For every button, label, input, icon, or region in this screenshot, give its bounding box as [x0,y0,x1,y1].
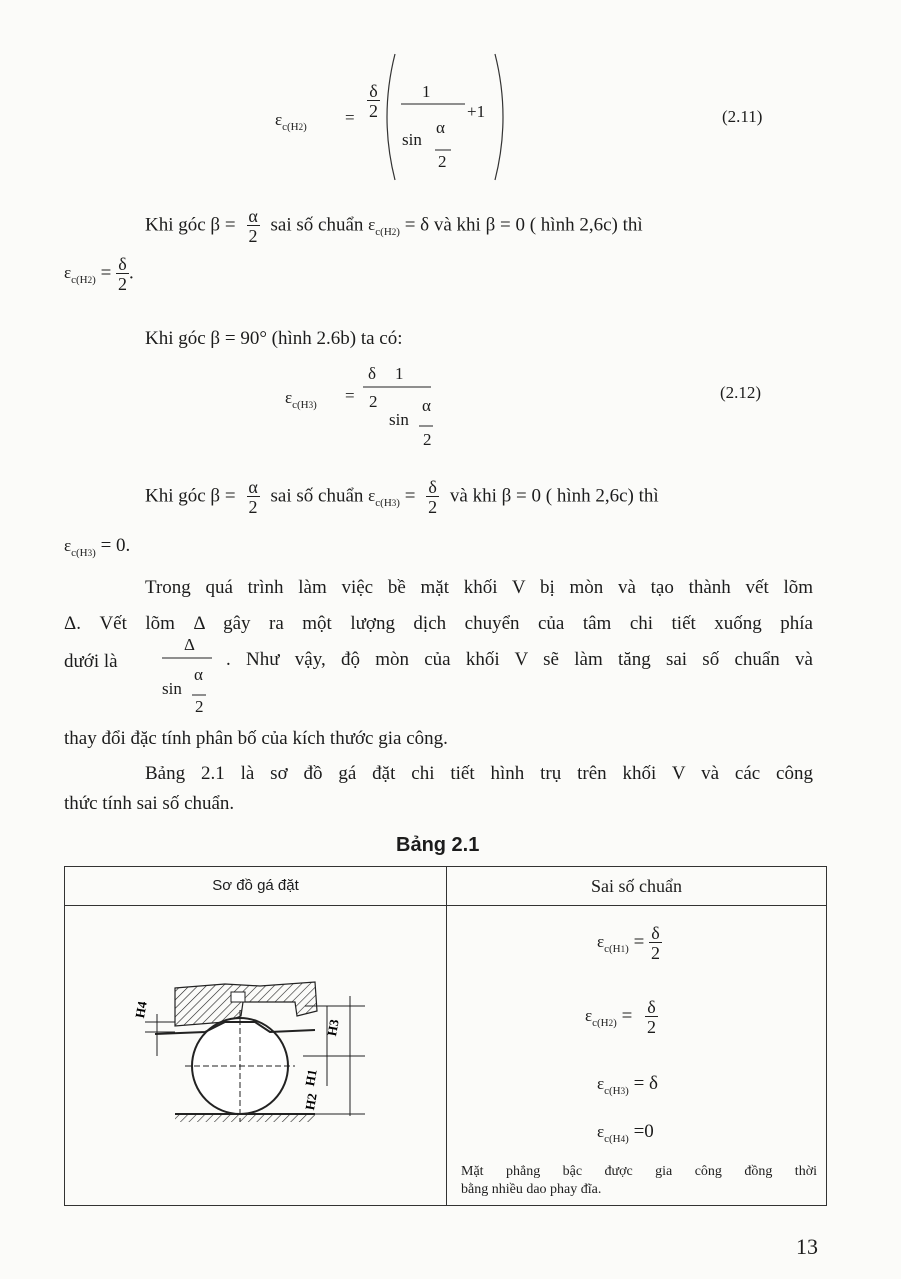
page-number: 13 [796,1234,818,1259]
para2-line2: thức tính sai số chuẩn. [64,793,235,814]
formula-h2: $\varepsilon_{c(H2)}$ = $\frac{\delta}{2}$ [585,997,657,1037]
line-khi-goc-1: Khi góc β = $\frac{\alpha}{2}$ sai số chuẩn $\varepsilon_{c(H2)} = \delta$ và khi β = 0 ( hình 2,6c) thì [145,206,643,246]
equation-number-2-11: (2.11) [722,107,763,126]
para2-line1: Bảng 2.1 là sơ đồ gá đặt chi tiết hình trụ trên khối V và các công [145,763,813,784]
h4-label: H4 [132,1000,150,1020]
setup-diagram-cell [65,906,447,1206]
plus-one: +1 [467,102,486,121]
note-line2: bằng nhiều dao phay đĩa. [461,1182,602,1197]
error-formulas-cell [447,906,827,1206]
para1-line2: Δ. Vết lõm Δ gây ra một lượng dịch chuyển của tâm chi tiết xuống phía [64,613,813,634]
line-khi-goc-2: Khi góc β = $\frac{\alpha}{2}$ sai số chuẩn $\varepsilon_{c(H3)}$ = $\frac{\delta}{2}$ và khi β = 0 ( hình 2,6c) thì [145,477,659,517]
line-khi-goc-90: Khi góc β = 90° (hình 2.6b) ta có: [145,328,403,349]
formula-h1: $\varepsilon_{c(H1)}$ = $\frac{\delta}{2}$ [597,923,661,963]
para1-line3-end: . Như vậy, độ mòn của khối V sẽ làm tăng sai số chuẩn và [226,649,813,670]
line-epsilon-h2: $\varepsilon_{c(H2)}$ = $\frac{\delta}{2}$ . [64,254,134,294]
para1-line1: Trong quá trình làm việc bề mặt khối V bị mòn và tạo thành vết lõm [145,577,813,598]
line-epsilon-h3: $\varepsilon_{c(H3)} = 0$. [64,535,131,559]
equation-2-12: $\varepsilon_{c(H3)}$ = δ 1 2 sin α 2 [285,364,432,449]
equation-2-11 [275,52,515,182]
col-header-setup: Sơ đồ gá đặt [65,867,447,906]
col-header-error: Sai số chuẩn [447,867,827,906]
table-2-1 [64,866,827,1206]
delta-over-sin-fraction: Δ sin α 2 [162,635,204,716]
two-label: 2 [438,152,447,171]
note-line1: Mặt phẳng bậc được gia công đồng thời [461,1164,817,1179]
h1-label: H1 [302,1068,320,1088]
numerator-one: 1 [422,82,431,101]
equation-number-2-12: (2.12) [720,383,762,402]
delta-over-two: $\frac{\delta}{2}$ [369,81,378,121]
para1-line3-start: dưới là [64,651,118,672]
formula-h4: $\varepsilon_{c(H4)} =0$ [597,1121,654,1145]
epsilon-symbol: $\varepsilon_{c(H2)}$ [275,110,307,133]
formula-h3: $\varepsilon_{c(H3)} = \delta$ [597,1073,658,1097]
table-caption: Bảng 2.1 [396,834,480,856]
h2-label: H2 [302,1092,320,1112]
v-block-diagram [65,906,445,1206]
para1-line4: thay đổi đặc tính phân bố của kích thước gia công. [64,728,448,749]
alpha-label: α [436,118,445,137]
sin-label: sin [402,130,422,149]
equals-sign: = [345,108,355,127]
parentheses [383,52,513,182]
h3-label: H3 [324,1018,342,1038]
